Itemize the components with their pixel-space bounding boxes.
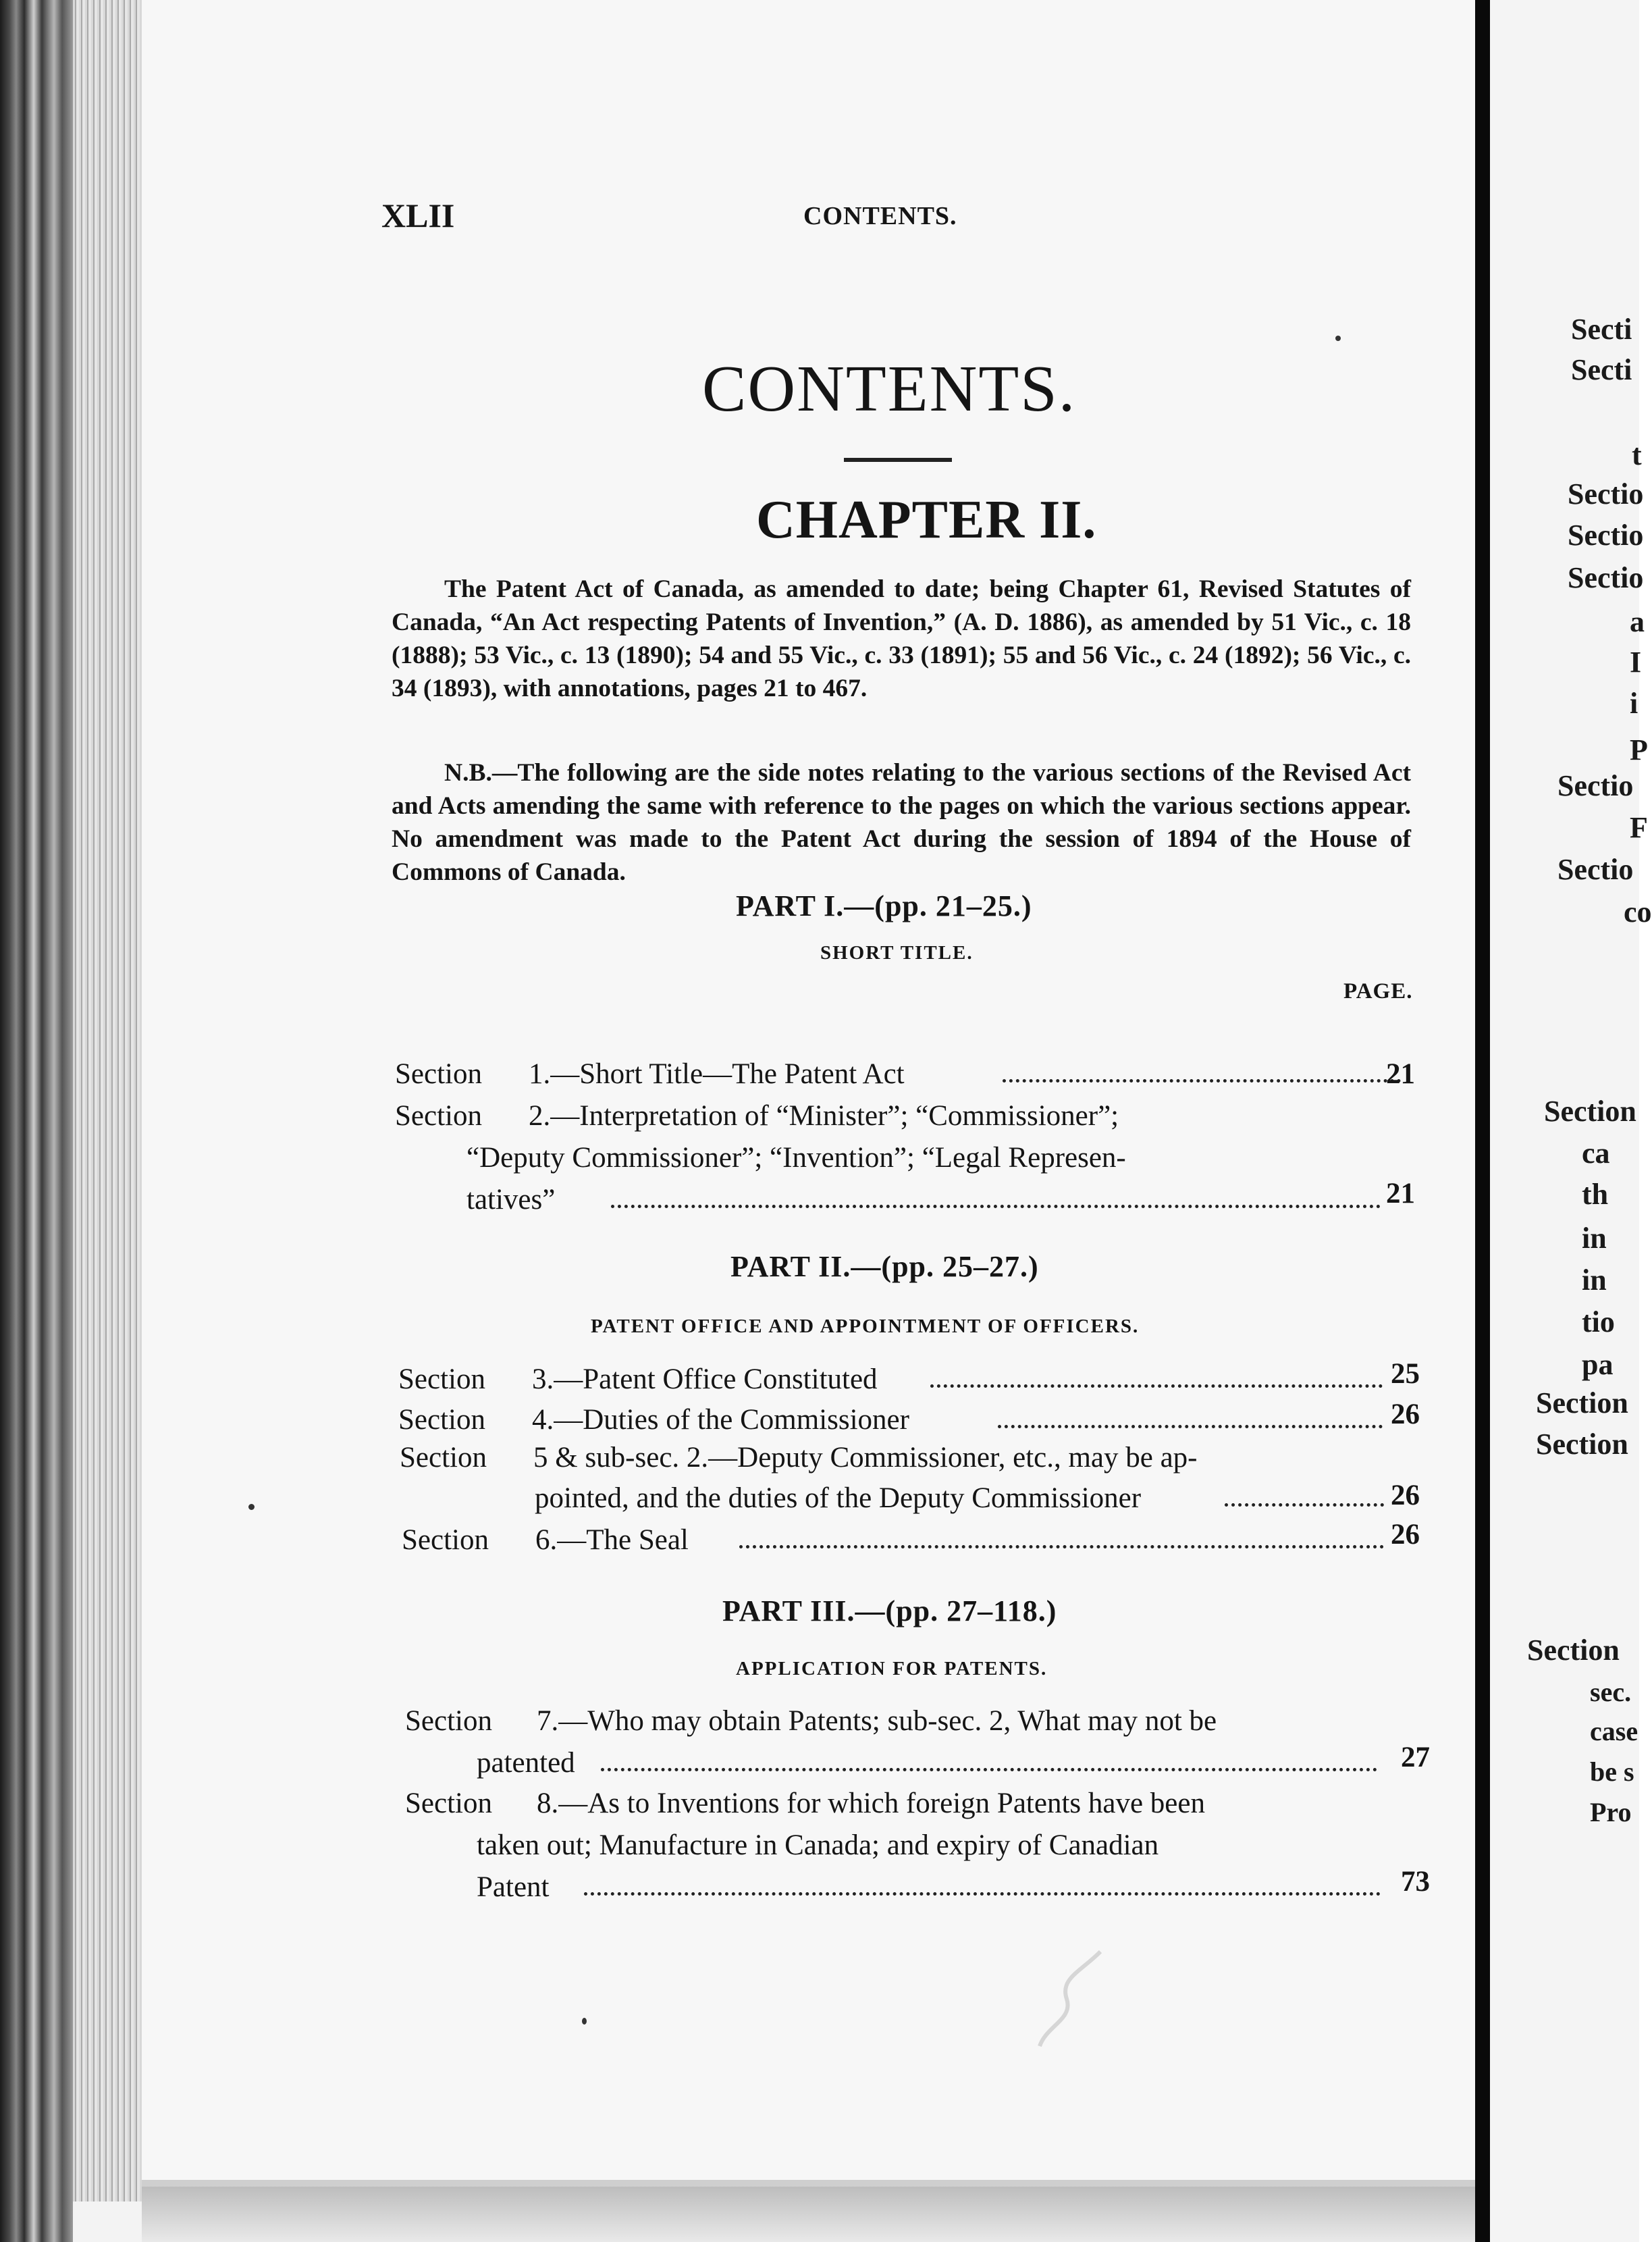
entry-page: 27 bbox=[1401, 1742, 1430, 1773]
facing-fragment: ca bbox=[1582, 1137, 1610, 1170]
entry-text: 2.—Interpretation of “Minister”; “Commissioner”; bbox=[529, 1100, 1119, 1132]
scan-speck bbox=[1335, 336, 1341, 341]
facing-fragment: a bbox=[1630, 605, 1645, 638]
toc-entry bbox=[395, 1095, 1421, 1224]
toc-entry bbox=[405, 1783, 1431, 1918]
facing-fragment: th bbox=[1582, 1178, 1609, 1211]
facing-fragment: sec. bbox=[1590, 1677, 1632, 1707]
dot-leader bbox=[584, 1889, 1381, 1896]
toc-entry bbox=[405, 1700, 1431, 1788]
entry-label: Section bbox=[405, 1788, 492, 1819]
page-number: XLII bbox=[381, 197, 455, 234]
nb-paragraph bbox=[392, 756, 1411, 889]
facing-fragment: Section bbox=[1536, 1386, 1628, 1419]
part-subheading: SHORT TITLE. bbox=[820, 942, 974, 964]
page-bottom-shadow bbox=[142, 2187, 1475, 2242]
book-spine bbox=[1475, 0, 1490, 2242]
entry-page: 73 bbox=[1401, 1866, 1430, 1898]
scan-speck bbox=[248, 1504, 255, 1510]
entry-text: tatives” bbox=[467, 1184, 556, 1216]
entry-text: 6.—The Seal bbox=[535, 1524, 689, 1556]
entry-text: 3.—Patent Office Constituted bbox=[532, 1363, 878, 1395]
entry-label: Section bbox=[400, 1442, 487, 1474]
book-binding-edge bbox=[0, 0, 73, 2242]
entry-text: 1.—Short Title—The Patent Act bbox=[529, 1058, 905, 1090]
title-rule bbox=[844, 458, 952, 462]
toc-entry bbox=[400, 1437, 1426, 1525]
part-subheading: PATENT OFFICE AND APPOINTMENT OF OFFICERS. bbox=[591, 1315, 1140, 1337]
facing-fragment: Sectio bbox=[1568, 519, 1644, 552]
dot-leader bbox=[1225, 1501, 1384, 1507]
part-subheading: APPLICATION FOR PATENTS. bbox=[736, 1658, 1048, 1679]
facing-fragment: pa bbox=[1582, 1348, 1614, 1381]
chapter-heading: CHAPTER II. bbox=[756, 490, 1097, 550]
dot-leader bbox=[1003, 1076, 1401, 1083]
facing-fragment: Secti bbox=[1571, 313, 1632, 346]
entry-label: Section bbox=[395, 1100, 482, 1132]
entry-text: 8.—As to Inventions for which foreign Patents have been bbox=[537, 1788, 1205, 1819]
part-heading: PART III.—(pp. 27–118.) bbox=[722, 1594, 1057, 1627]
entry-text: patented bbox=[477, 1747, 575, 1779]
facing-fragment: in bbox=[1582, 1263, 1607, 1297]
entry-page: 21 bbox=[1386, 1058, 1415, 1090]
scan-scratch-mark bbox=[1019, 1945, 1121, 2060]
facing-fragment: tio bbox=[1582, 1305, 1615, 1338]
facing-fragment: i bbox=[1630, 687, 1638, 720]
facing-fragment: case bbox=[1590, 1716, 1638, 1746]
facing-fragment: Pro bbox=[1590, 1797, 1632, 1827]
facing-fragment: F bbox=[1630, 811, 1648, 844]
dot-leader bbox=[601, 1765, 1377, 1771]
facing-fragment: I bbox=[1630, 646, 1642, 679]
facing-fragment: Sectio bbox=[1568, 561, 1644, 594]
facing-fragment: P bbox=[1630, 733, 1648, 766]
entry-label: Section bbox=[398, 1404, 485, 1436]
intro-paragraph bbox=[392, 573, 1411, 705]
page-title: CONTENTS. bbox=[702, 353, 1077, 425]
scan-speck bbox=[582, 2018, 587, 2025]
facing-fragment: Secti bbox=[1571, 353, 1632, 386]
dot-leader bbox=[611, 1202, 1381, 1208]
page-stack-edge bbox=[73, 0, 147, 2201]
facing-fragment: Section bbox=[1536, 1428, 1628, 1461]
dot-leader bbox=[930, 1382, 1383, 1388]
facing-fragment: in bbox=[1582, 1222, 1607, 1255]
facing-page bbox=[1490, 0, 1652, 2242]
entry-text: 7.—Who may obtain Patents; sub-sec. 2, What may not be bbox=[537, 1705, 1217, 1737]
dot-leader bbox=[998, 1422, 1383, 1428]
entry-text: pointed, and the duties of the Deputy Commissioner bbox=[535, 1482, 1142, 1514]
entry-page: 26 bbox=[1391, 1399, 1420, 1430]
intro-text: The Patent Act of Canada, as amended to date; being Chapter 61, Revised Statutes of Canada, “An Act respecting Patents of Invention,” (A. D. 1886), as amended by 51 Vic., c. 18 (1888); 53 Vic., c. 13 (1890); 54 and 55 Vic., c. 33 (1891); 55 and 56 Vic., c. 24 (1892); 56 Vic., c. 34 (1893), with annotations, pages 21 to 467. bbox=[392, 575, 1411, 702]
entry-label: Section bbox=[405, 1705, 492, 1737]
entry-text: “Deputy Commissioner”; “Invention”; “Legal Represen- bbox=[467, 1142, 1126, 1174]
facing-fragment: co bbox=[1624, 895, 1652, 929]
part-heading: PART I.—(pp. 21–25.) bbox=[736, 889, 1032, 922]
nb-text: N.B.—The following are the side notes relating to the various sections of the Revised Act and Acts amending the same with reference to the pages on which the various sections appear. No amendment was made to the Patent Act during the session of 1894 of the House of Commons of Canada. bbox=[392, 759, 1411, 886]
entry-page: 26 bbox=[1391, 1480, 1420, 1511]
entry-label: Section bbox=[402, 1524, 489, 1556]
entry-text: taken out; Manufacture in Canada; and expiry of Canadian bbox=[477, 1829, 1159, 1861]
entry-page: 21 bbox=[1386, 1178, 1415, 1209]
facing-fragment: Section bbox=[1544, 1095, 1636, 1128]
part-heading: PART II.—(pp. 25–27.) bbox=[730, 1250, 1039, 1283]
entry-label: Section bbox=[398, 1363, 485, 1395]
entry-text: 4.—Duties of the Commissioner bbox=[532, 1404, 909, 1436]
entry-text: 5 & sub-sec. 2.—Deputy Commissioner, etc., may be ap- bbox=[533, 1442, 1198, 1474]
facing-fragment: Sectio bbox=[1557, 769, 1634, 802]
facing-fragment: be s bbox=[1590, 1756, 1634, 1787]
entry-label: Section bbox=[395, 1058, 482, 1090]
facing-fragment: Sectio bbox=[1568, 477, 1644, 511]
entry-page: 26 bbox=[1391, 1519, 1420, 1550]
facing-fragment: t bbox=[1632, 438, 1642, 471]
dot-leader bbox=[739, 1542, 1384, 1548]
facing-fragment: Sectio bbox=[1557, 853, 1634, 886]
running-head: CONTENTS. bbox=[803, 202, 957, 230]
entry-page: 25 bbox=[1391, 1358, 1420, 1390]
page-column-label: PAGE. bbox=[1343, 979, 1413, 1003]
entry-text: Patent bbox=[477, 1871, 550, 1903]
facing-fragment: Section bbox=[1527, 1634, 1620, 1667]
